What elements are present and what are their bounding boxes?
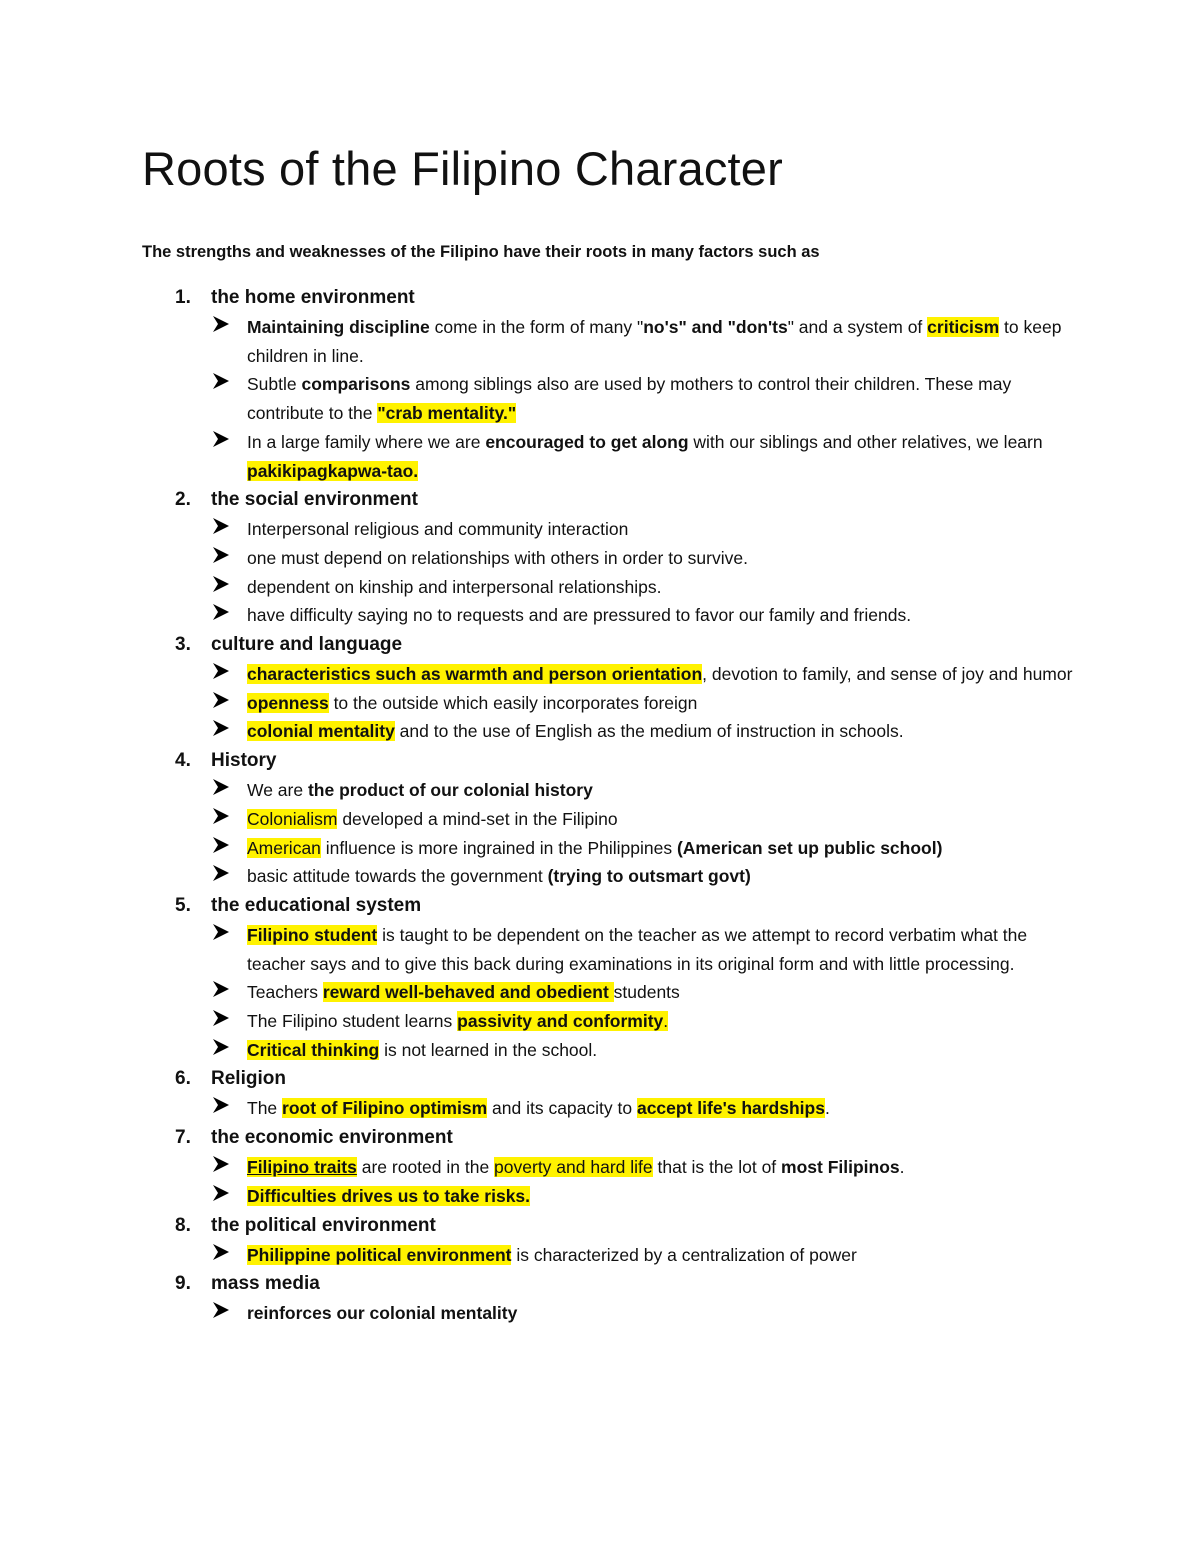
- arrow-bullet-icon: [212, 689, 234, 717]
- bullet-item: [0, 862, 1077, 891]
- list-item: [0, 1211, 1200, 1270]
- arrow-bullet-icon: [212, 862, 234, 890]
- arrow-bullet-icon: [212, 515, 234, 543]
- section-number: 9.: [175, 1273, 191, 1295]
- bullet-text: basic attitude towards the government: [247, 866, 548, 887]
- arrow-bullet-icon: [212, 1182, 234, 1210]
- list-item: [0, 630, 1200, 746]
- bullet-text: influence is more ingrained in the Philippines: [320, 837, 677, 858]
- arrow-bullet-icon: [212, 544, 234, 572]
- bullet-item: [0, 544, 1077, 573]
- arrow-bullet-icon: [212, 921, 234, 949]
- list-item: [0, 485, 1200, 630]
- arrow-bullet-icon: [212, 776, 234, 804]
- highlighted-text: openness: [247, 692, 329, 713]
- bullet-text: (American set up public school): [676, 837, 943, 858]
- bullet-text: and to the use of English as the medium of instruction in schools.: [394, 721, 904, 742]
- bullet-item: [0, 573, 1077, 602]
- highlighted-text: poverty and hard life: [494, 1157, 653, 1178]
- bullet-text: Maintaining discipline: [247, 317, 430, 337]
- bullet-item: [0, 1007, 1077, 1036]
- section-label: the social environment: [211, 489, 418, 511]
- bullet-item: [0, 776, 1077, 805]
- bullet-item: [0, 1241, 1077, 1270]
- bullet-text: (trying to outsmart govt): [547, 866, 751, 887]
- bullet-item: [0, 805, 1077, 834]
- bullet-text: with our siblings and other relatives, we learn: [688, 431, 1043, 452]
- list-item: [0, 746, 1200, 891]
- section-number: 3.: [175, 634, 191, 656]
- section-number: 2.: [175, 489, 191, 511]
- bullet-item: [0, 1036, 1077, 1065]
- section-label: the economic environment: [211, 1127, 453, 1149]
- section-heading: [0, 1269, 1200, 1299]
- bullet-text: Interpersonal religious and community interaction: [247, 519, 629, 540]
- intro-text: The strengths and weaknesses of the Filipino have their roots in many factors such as: [142, 243, 820, 261]
- bullet-text: have difficulty saying no to requests and are pressured to favor our family and friends.: [247, 605, 912, 626]
- bullet-text: are rooted in the: [356, 1157, 495, 1178]
- bullet-item: [0, 515, 1077, 544]
- highlighted-text: reward well-behaved and obedient: [322, 982, 614, 1003]
- bullet-text: and its capacity to: [487, 1098, 637, 1119]
- bullet-text: is characterized by a centralization of power: [511, 1244, 857, 1265]
- section-number: 7.: [175, 1127, 191, 1149]
- section-heading: [0, 891, 1200, 921]
- highlighted-text: pakikipagkapwa-tao.: [247, 460, 419, 481]
- arrow-bullet-icon: [212, 834, 234, 862]
- section-heading: [0, 1211, 1200, 1241]
- bullet-text: one must depend on relationships with others in order to survive.: [247, 547, 748, 568]
- bullet-text: developed a mind-set in the Filipino: [337, 808, 618, 829]
- bullet-text: , devotion to family, and sense of joy and humor: [702, 664, 1073, 685]
- highlighted-text: passivity and conformity: [457, 1011, 664, 1032]
- bullet-item: [0, 689, 1077, 718]
- bullet-item: [0, 921, 1077, 978]
- bullet-item: [0, 660, 1077, 689]
- arrow-bullet-icon: [212, 978, 234, 1006]
- section-heading: [0, 283, 1200, 313]
- arrow-bullet-icon: [212, 1007, 234, 1035]
- section-label: the political environment: [211, 1214, 436, 1236]
- bullet-text: is not learned in the school.: [379, 1039, 598, 1060]
- bullet-text: come in the form of many ": [429, 317, 644, 337]
- highlighted-text: accept life's hardships: [636, 1098, 825, 1119]
- bullet-text: The: [247, 1098, 283, 1119]
- bullet-text: The Filipino student learns: [247, 1011, 458, 1032]
- bullet-text: no's" and "don'ts: [643, 317, 788, 337]
- arrow-bullet-icon: [212, 313, 234, 341]
- arrow-bullet-icon: [212, 601, 234, 629]
- arrow-bullet-icon: [212, 717, 234, 745]
- numbered-list: [0, 283, 1200, 1328]
- arrow-bullet-icon: [212, 1094, 234, 1122]
- section-number: 5.: [175, 894, 191, 916]
- arrow-bullet-icon: [212, 1153, 234, 1181]
- list-item: [0, 1123, 1200, 1210]
- bullet-item: [0, 1153, 1077, 1182]
- arrow-bullet-icon: [212, 573, 234, 601]
- bullet-item: [0, 1182, 1077, 1211]
- section-heading: [0, 1123, 1200, 1153]
- bullet-text: In a large family where we are: [247, 431, 486, 452]
- bullet-text: .: [824, 1098, 830, 1119]
- section-heading: [0, 485, 1200, 515]
- highlighted-text: Critical thinking: [247, 1039, 380, 1060]
- highlighted-text: Philippine political environment: [247, 1244, 512, 1265]
- section-number: 1.: [175, 287, 191, 308]
- highlighted-text: .: [663, 1011, 669, 1032]
- section-label: the educational system: [211, 894, 422, 916]
- bullet-item: [0, 428, 1077, 485]
- bullet-item: [0, 717, 1077, 746]
- bullet-item: [0, 1094, 1077, 1123]
- list-item: [0, 1269, 1200, 1328]
- arrow-bullet-icon: [212, 660, 234, 688]
- list-item: [0, 1064, 1200, 1123]
- section-label: Religion: [211, 1068, 286, 1090]
- arrow-bullet-icon: [212, 428, 234, 456]
- bullet-text: Teachers: [247, 982, 323, 1003]
- bullet-item: [0, 370, 1077, 427]
- bullet-text: encouraged to get along: [485, 431, 689, 452]
- highlighted-text: Colonialism: [247, 808, 338, 829]
- arrow-bullet-icon: [212, 1299, 234, 1327]
- arrow-bullet-icon: [212, 1036, 234, 1064]
- bullet-text: dependent on kinship and interpersonal relationships.: [247, 576, 662, 597]
- highlighted-text: Difficulties drives us to take risks.: [247, 1185, 531, 1206]
- section-number: 4.: [175, 750, 191, 772]
- bullet-text: students: [613, 982, 680, 1003]
- highlighted-text: characteristics such as warmth and person orientation: [247, 664, 703, 685]
- section-label: History: [211, 750, 277, 772]
- arrow-bullet-icon: [212, 805, 234, 833]
- bullet-text: Subtle: [247, 374, 302, 395]
- section-label: the home environment: [211, 287, 415, 308]
- bullet-text: the product of our colonial history: [307, 780, 593, 801]
- highlighted-text: Filipino student: [247, 924, 378, 945]
- section-heading: [0, 1064, 1200, 1094]
- page-title: Roots of the Filipino Character: [142, 142, 783, 195]
- bullet-text: reinforces our colonial mentality: [247, 1303, 518, 1324]
- bullet-text: .: [899, 1157, 905, 1178]
- section-heading: [0, 630, 1200, 660]
- bullet-text: among siblings also are used by mothers to control their children. These may contribute to the: [247, 374, 1012, 424]
- section-label: mass media: [211, 1273, 320, 1295]
- highlighted-text: colonial mentality: [247, 721, 395, 742]
- bullet-text: comparisons: [301, 374, 411, 395]
- section-number: 6.: [175, 1068, 191, 1090]
- arrow-bullet-icon: [212, 1241, 234, 1269]
- bullet-text: that is the lot of: [652, 1157, 782, 1178]
- list-item: [0, 283, 1200, 485]
- bullet-text: most Filipinos: [781, 1157, 900, 1178]
- highlighted-text: American: [247, 837, 321, 858]
- bullet-text: to keep children in line.: [247, 317, 1062, 366]
- bullet-item: [0, 1299, 1077, 1328]
- highlighted-text: Filipino traits: [247, 1157, 357, 1178]
- section-number: 8.: [175, 1214, 191, 1236]
- bullet-text: " and a system of: [787, 317, 928, 337]
- bullet-item: [0, 313, 1077, 370]
- section-heading: [0, 746, 1200, 776]
- arrow-bullet-icon: [212, 370, 234, 398]
- bullet-item: [0, 601, 1077, 630]
- highlighted-text: criticism: [927, 317, 1000, 337]
- highlighted-text: "crab mentality.": [377, 403, 517, 424]
- section-label: culture and language: [211, 634, 403, 656]
- bullet-text: We are: [247, 780, 308, 801]
- list-item: [0, 891, 1200, 1065]
- bullet-text: is taught to be dependent on the teacher as we attempt to record verbatim what the teacher says and to give this back during examinations in its original form and with little processing.: [247, 924, 1028, 974]
- bullet-text: to the outside which easily incorporates foreign: [328, 692, 698, 713]
- highlighted-text: root of Filipino optimism: [282, 1098, 488, 1119]
- bullet-item: [0, 834, 1077, 863]
- bullet-item: [0, 978, 1077, 1007]
